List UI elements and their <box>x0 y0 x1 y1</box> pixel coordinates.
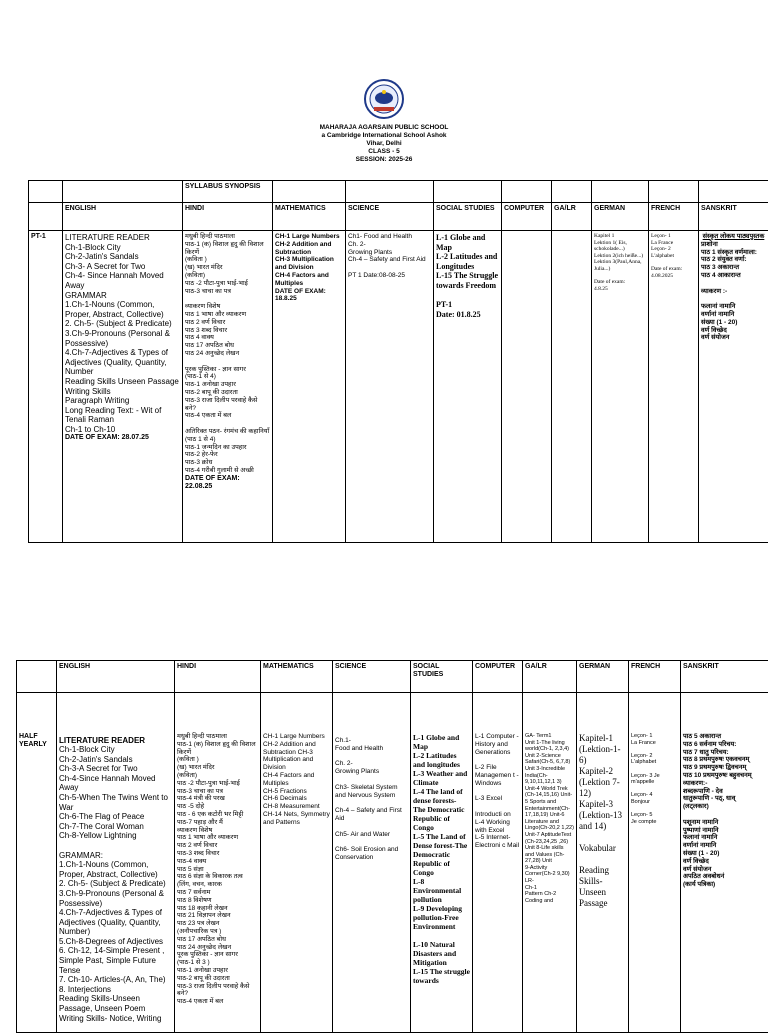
synopsis-label: SYLLABUS SYNOPSIS <box>183 181 273 203</box>
header-french: FRENCH <box>629 661 681 693</box>
header-english: ENGLISH <box>63 203 183 231</box>
english-content: Ch-1-Block City Ch-2-Jatin's Sandals Ch-3-A Secret for Two Ch-4-Since Hannah Moved Away Ch-5-When The Twins Went to War Ch-6-The Flag of Peace Ch-7-The Coral Woman Ch-8-Yellow Lightning GRAMMAR: 1.Ch-1-Nouns (Common, Proper, Abstract, Collective) 2. Ch-5- (Subject & Predicate) 3.Ch-9-Pronouns (Personal & Possessive) 4.Ch-7-Adjectives & Types of Adjectives (Quality, Quantity, Number) 5.Ch-8-Degrees of Adjectives 6. Ch-12, 14-Simple Present , Simple Past, Simple Future Tense 7. Ch-10- Articles-(A, An, The) 8. Interjections Reading Skills-Unseen Passage, Unseen Poem Writing Skills- Notice, Writing <box>59 745 172 1023</box>
french-content: Leçon- 1 La France Leçon- 2 L'alphabet Leçon- 3 Je m'appelle Leçon- 4 Bonjour Leçon- 5 Je compte <box>631 733 678 825</box>
cell-science <box>333 693 411 1033</box>
half-yearly-row <box>17 693 768 1033</box>
school-location: Vihar, Delhi <box>0 140 768 148</box>
school-name: MAHARAJA AGARSAIN PUBLIC SCHOOL <box>0 124 768 132</box>
document-header <box>0 78 768 164</box>
syllabus-table-half-yearly <box>16 660 768 1033</box>
cell-hindi <box>175 693 261 1033</box>
header-science: SCIENCE <box>346 203 434 231</box>
header-row <box>29 203 768 231</box>
cell-hindi <box>183 231 273 543</box>
cell-galr <box>523 693 577 1033</box>
french-content: Leçon- 1 La France Leçon- 2 L'alphabet Date of exam: 4.08.2025 <box>651 233 696 279</box>
header-mathematics: MATHEMATICS <box>261 661 333 693</box>
hindi-content: मधुबी हिन्दी पाठमाला पाठ-1 (क) विशाल हृदु की विशाल किरणें (कविता ) (ख) भारत मंदिर (कविता) पाठ -2 पौटा-पुत्रा भाई-भाई पाठ-3 चाचा का पत्र व्याकरण विशेष पाठ 1 भाषा और व्याकरण पाठ 2 वर्ण विचार पाठ 3 शब्द विचार पाठ 4 वाक्य पाठ 17 अपठित बोध पाठ 24 अनुच्छेद लेखन पूरक पुस्तिका - ज्ञान सागर (पाठ-1 से 4) पाठ-1 अनोखा उपहार पाठ-2 बापू की उदारता पाठ-3 राजा दिलीप परवाहे कैसे बने? पाठ-4 एकता में बल अतिरिक्त पठन- रंगमंच की कहानियाँ (पाठ 1 से 4) पाठ-1 जन्मदिन का उपहार पाठ-2 हेर-फेर पाठ-3 क्रोध पाठ-4 गरीबी गुलामी से अच्छी <box>185 233 270 475</box>
cell-german <box>577 693 629 1033</box>
session-line: SESSION: 2025-26 <box>0 156 768 164</box>
header-german: GERMAN <box>592 203 649 231</box>
row-label-pt1: PT-1 <box>29 231 63 543</box>
header-sanskrit: SANSKRIT <box>681 661 768 693</box>
german-content: Kapitel 1 Lektion 1( Eis, schokolade...) Lektion 2(ich heiße...) Lektion 3(Paul,Anna, Julia...) Date of exam: 4.8.25 <box>594 233 646 292</box>
header-social-studies: SOCIAL STUDIES <box>434 203 502 231</box>
sanskrit-content: पाठ 5 अकारान्त पाठ 6 सर्वनाम परिचय: पाठ 7 धातु परिचय: पाठ 8 प्रथमपुरुषः एकवचनम् पाठ 9 प्रथमपुरुषः द्विवचनम् पाठ 10 प्रथमपुरुषः बहुवचनम् व्याकरण:- शब्दरूपाणि - देव धातुरूपाणि - पठ्, धाव् (लट्लकार) पशूनाम नामानि पुष्पाणां नामानि फलानां नामानि वर्णानां नामानि संख्या (1 - 20) वर्ण विच्छेद वर्ण संयोजन अपठित अवबोधनं (कार्य पत्रिका) <box>683 733 766 889</box>
school-logo-icon <box>363 78 405 120</box>
cell-french <box>649 231 699 543</box>
syllabus-table-pt1 <box>28 180 768 543</box>
header-science: SCIENCE <box>333 661 411 693</box>
science-content: Ch1- Food and Health Ch. 2- Growing Plants Ch-4 – Safety and First Aid PT 1 Date:08-08-25 <box>348 233 431 280</box>
header-computer: COMPUTER <box>473 661 523 693</box>
science-content: Ch.1- Food and Health Ch. 2- Growing Plants Ch3- Skeletal System and Nervous System Ch-4 – Safety and First Aid Ch5- Air and Water Ch6- Soil Erosion and Conservation <box>335 737 408 862</box>
header-hindi: HINDI <box>175 661 261 693</box>
header-sanskrit: SANSKRIT <box>699 203 768 231</box>
synopsis-row <box>29 181 768 203</box>
cell-social-studies <box>411 693 473 1033</box>
english-exam-date: DATE OF EXAM: 28.07.25 <box>65 434 180 442</box>
maths-content: CH-1 Large Numbers CH-2 Addition and Subtraction CH-3 Multiplication and Division CH-4 Factors and Multiples DATE OF EXAM: 18.8.25 <box>275 233 343 303</box>
maths-content: CH-1 Large Numbers CH-2 Addition and Subtraction CH-3 Multiplication and Division CH-4 Factors and Multiples CH-5 Fractions CH-6 Decimals CH-8 Measurement CH-14 Nets, Symmetry and Patterns <box>263 733 330 827</box>
cell-german <box>592 231 649 543</box>
header-galr: GA/LR <box>552 203 592 231</box>
cell-computer <box>502 231 552 543</box>
cell-social-studies <box>434 231 502 543</box>
row-label-half-yearly: HALF YEARLY <box>17 693 57 1033</box>
cell-mathematics <box>273 231 346 543</box>
cell-galr <box>552 231 592 543</box>
hindi-exam-date: DATE OF EXAM: 22.08.25 <box>185 475 270 491</box>
sanskrit-content: प्राशोना पाठ 1 संस्कृत वर्णमाला: पाठ 2 संयुक्त वर्णा: पाठ 3 अकारान्त पाठ 4 आकारान्त व्याकरण :- फलानां नामानि वर्णानां नामानि संख्या (1 - 20) वर्ण विच्छेद वर्ण संयोजन <box>701 241 766 342</box>
sanskrit-title: संस्कृत लोकय पाठ्यपुस्तक <box>701 233 766 241</box>
cell-science <box>346 231 434 543</box>
cell-sanskrit <box>699 231 768 543</box>
class-line: CLASS - 5 <box>0 148 768 156</box>
school-subtitle: a Cambridge International School Ashok <box>0 132 768 140</box>
header-social-studies: SOCIAL STUDIES <box>411 661 473 693</box>
header-mathematics: MATHEMATICS <box>273 203 346 231</box>
hindi-content: मधुबी हिन्दी पाठमाला पाठ-1 (क) विशाल हृदु की विशाल किरणें (कविता ) (ख) भारत मंदिर (कविता) पाठ -2 पौटा-पुत्रा भाई-भाई पाठ-3 चाचा का पत्र पाठ-4 मंत्री की परख पाठ -5 दोहे पाठ - 6 एक कटोरी भर मिट्टी पाठ-7 पहाड़ और मैं व्याकरण विशेष पाठ 1 भाषा और व्याकरण पाठ 2 वर्ण विचार पाठ-3 शब्द विचार पाठ-4 वाक्य पाठ 5 संज्ञा पाठ 6 संज्ञा के विकारक तत्व (लिंग, वचन, कारक पाठ 7 सर्वनाम पाठ 8 विशेषण पाठ 18 कहानी लेखन पाठ 21 विज्ञापन लेखन पाठ 23 पत्र लेखन (अनौपचारिक पत्र ) पाठ 17 अपठित बोध पाठ 24 अनुच्छेद लेखन पूरक पुस्तिका - ज्ञान सागर (पाठ-1 से 3 ) पाठ-1 अनोखा उपहार पाठ-2 बापू की उदारता पाठ-3 राजा दिलीप परवाहे कैसे बने? पाठ-4 एकता में बल <box>177 733 258 1006</box>
cell-mathematics <box>261 693 333 1033</box>
english-title: LITERATURE READER <box>59 737 172 745</box>
header-galr: GA/LR <box>523 661 577 693</box>
galr-content: GA- Term1 Unit 1-The living world(Ch-1, 2,3,4) Unit 2-Science Safari(Ch-5, 6,7,8) Unit 3-Incredible India(Ch-9,10,11,12,1 3) Unit-4 World Trek (Ch-14,15,16) Unit-5 Sports and Entertainment(Ch-17,18,19) Unit-6 Literature and Lingo(Ch-20,2 1,22) Unit-7 AptitudeTest (Ch-23,24,25 ,26) Unit 8-Life skills and Values (Ch-27,28) Unit 9-Activity Corner(Ch-2 9,30) LR- Ch-1 Pattern Ch-2 Coding and <box>525 733 574 904</box>
pt1-row <box>29 231 768 543</box>
header-hindi: HINDI <box>183 203 273 231</box>
social-content: L-1 Globe and Map L-2 Latitudes and longitudes L-3 Weather and Climate L-4 The land of dense forests- The Democratic Republic of Congo L-5 The Land of Dense forest-The Democratic Republic of Congo L-8 Environmental pollution L-9 Developing pollution-Free Environment L-10 Natural Disasters and Mitigation L-15 The struggle towards <box>413 733 470 985</box>
cell-english <box>63 231 183 543</box>
cell-sanskrit <box>681 693 768 1033</box>
header-french: FRENCH <box>649 203 699 231</box>
english-content: LITERATURE READER Ch-1-Block City Ch-2-Jatin's Sandals Ch-3- A Secret for Two Ch-4- Since Hannah Moved Away GRAMMAR 1.Ch-1-Nouns (Common, Proper, Abstract, Collective) 2. Ch-5- (Subject & Predicate) 3.Ch-9-Pronouns (Personal & Possessive) 4.Ch-7-Adjectives & Types of Adjectives (Quality, Quantity, Number Reading Skills Unseen Passage Writing Skills Paragraph Writing Long Reading Text: - Wit of Tenali Raman Ch-1 to Ch-10 <box>65 233 180 434</box>
cell-computer <box>473 693 523 1033</box>
header-computer: COMPUTER <box>502 203 552 231</box>
cell-french <box>629 693 681 1033</box>
header-english: ENGLISH <box>57 661 175 693</box>
header-row-2 <box>17 661 768 693</box>
header-german: GERMAN <box>577 661 629 693</box>
social-content: L-1 Globe and Map L-2 Latitudes and Longitudes L-15 The Struggle towards Freedom PT-1 Date: 01.8.25 <box>436 233 499 319</box>
cell-english <box>57 693 175 1033</box>
computer-content: L-1 Computer - History and Generations L-2 File Managemen t - Windows L-3 Excel Introducti on L-4 Working with Excel L-5 Internet- Electroni c Mail <box>475 733 520 850</box>
german-content: Kapitel-1 (Lektion-1-6) Kapitel-2 (Lektion 7-12) Kapitel-3 (Lektion-13 and 14) Vokabular Reading Skills- Unseen Passage <box>579 733 626 909</box>
